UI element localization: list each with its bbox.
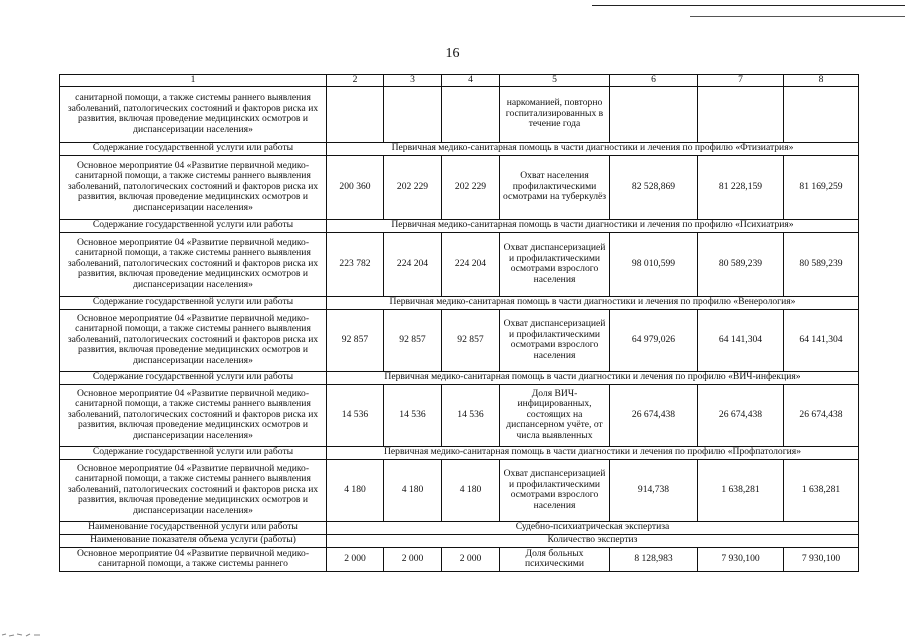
table-row	[60, 232, 859, 296]
activity-description: Основное мероприятие 04 «Развитие первичной медико-санитарной помощи, а также системы раннего	[60, 547, 327, 571]
empty-cell	[610, 86, 698, 142]
empty-cell	[784, 86, 859, 142]
value-cell: 2 000	[327, 547, 384, 571]
section-label: Содержание государственной услуги или работы	[60, 296, 327, 309]
service-name-label: Наименование государственной услуги или работы	[60, 521, 327, 534]
value-cell: 202 229	[442, 155, 500, 219]
section-label: Содержание государственной услуги или работы	[60, 219, 327, 232]
page-number: 16	[445, 46, 460, 61]
indicator-name-value: Количество экспертиз	[327, 534, 859, 547]
value-cell: 2 000	[442, 547, 500, 571]
table-row	[60, 155, 859, 219]
indicator-description: наркоманией, повторно госпитализированных в течение года	[500, 86, 610, 142]
value-cell: 224 204	[442, 232, 500, 296]
scan-mark	[0, 627, 50, 640]
header-row	[60, 75, 859, 87]
amount-cell: 64 141,304	[698, 309, 784, 371]
section-row	[60, 142, 859, 155]
amount-cell: 80 589,239	[698, 232, 784, 296]
activity-description: Основное мероприятие 04 «Развитие первичной медико-санитарной помощи, а также системы раннего выявления заболеваний, патологических состояний и факторов риска их развития, включая проведение медицинских осмотров и диспансеризации населения»	[60, 384, 327, 446]
value-cell: 2 000	[384, 547, 442, 571]
header-cell: 2	[327, 75, 384, 87]
table-row	[60, 384, 859, 446]
header-cell: 5	[500, 75, 610, 87]
indicator-description: Охват диспансеризацией и профилактическими осмотрами взрослого населения	[500, 232, 610, 296]
amount-cell: 64 979,026	[610, 309, 698, 371]
top-rule-short	[690, 16, 905, 17]
empty-cell	[442, 86, 500, 142]
amount-cell: 1 638,281	[698, 459, 784, 521]
activity-description: Основное мероприятие 04 «Развитие первичной медико-санитарной помощи, а также системы раннего выявления заболеваний, патологических состояний и факторов риска их развития, включая проведение медицинских осмотров и диспансеризации населения»	[60, 309, 327, 371]
budget-table	[59, 74, 859, 572]
indicator-description: Охват диспансеризацией и профилактическими осмотрами взрослого населения	[500, 459, 610, 521]
continuation-row	[60, 86, 859, 142]
section-value: Первичная медико-санитарная помощь в части диагностики и лечения по профилю «Профпатология»	[327, 446, 859, 459]
value-cell: 14 536	[442, 384, 500, 446]
section-row	[60, 296, 859, 309]
activity-description: Основное мероприятие 04 «Развитие первичной медико-санитарной помощи, а также системы раннего выявления заболеваний, патологических состояний и факторов риска их развития, включая проведение медицинских осмотров и диспансеризации населения»	[60, 155, 327, 219]
amount-cell: 26 674,438	[784, 384, 859, 446]
table-row	[60, 547, 859, 571]
amount-cell: 914,738	[610, 459, 698, 521]
value-cell: 224 204	[384, 232, 442, 296]
header-cell: 6	[610, 75, 698, 87]
table-row	[60, 459, 859, 521]
value-cell: 4 180	[442, 459, 500, 521]
indicator-description: Охват населения профилактическими осмотрами на туберкулёз	[500, 155, 610, 219]
value-cell: 92 857	[384, 309, 442, 371]
section-row	[60, 219, 859, 232]
service-name-row	[60, 521, 859, 534]
header-cell: 3	[384, 75, 442, 87]
value-cell: 4 180	[327, 459, 384, 521]
value-cell: 4 180	[384, 459, 442, 521]
amount-cell: 1 638,281	[784, 459, 859, 521]
indicator-description: Охват диспансеризацией и профилактическими осмотрами взрослого населения	[500, 309, 610, 371]
activity-description: санитарной помощи, а также системы раннего выявления заболеваний, патологических состояний и факторов риска их развития, включая проведение медицинских осмотров и диспансеризации населения»	[60, 86, 327, 142]
section-value: Первичная медико-санитарная помощь в части диагностики и лечения по профилю «Психиатрия»	[327, 219, 859, 232]
section-label: Содержание государственной услуги или работы	[60, 142, 327, 155]
indicator-name-label: Наименование показателя объема услуги (работы)	[60, 534, 327, 547]
amount-cell: 98 010,599	[610, 232, 698, 296]
value-cell: 202 229	[384, 155, 442, 219]
amount-cell: 64 141,304	[784, 309, 859, 371]
section-value: Первичная медико-санитарная помощь в части диагностики и лечения по профилю «Фтизиатрия»	[327, 142, 859, 155]
amount-cell: 26 674,438	[698, 384, 784, 446]
amount-cell: 7 930,100	[784, 547, 859, 571]
service-name-value: Судебно-психиатрическая экспертиза	[327, 521, 859, 534]
section-row	[60, 446, 859, 459]
section-value: Первичная медико-санитарная помощь в части диагностики и лечения по профилю «ВИЧ-инфекция»	[327, 371, 859, 384]
top-rule	[592, 5, 905, 6]
indicator-description: Доля ВИЧ-инфицированных, состоящих на диспансерном учёте, от числа выявленных	[500, 384, 610, 446]
empty-cell	[384, 86, 442, 142]
amount-cell: 82 528,869	[610, 155, 698, 219]
indicator-description: Доля больных психическими	[500, 547, 610, 571]
section-label: Содержание государственной услуги или работы	[60, 371, 327, 384]
value-cell: 14 536	[327, 384, 384, 446]
value-cell: 200 360	[327, 155, 384, 219]
header-cell: 4	[442, 75, 500, 87]
value-cell: 92 857	[327, 309, 384, 371]
section-value: Первичная медико-санитарная помощь в части диагностики и лечения по профилю «Венерология»	[327, 296, 859, 309]
header-cell: 7	[698, 75, 784, 87]
section-label: Содержание государственной услуги или работы	[60, 446, 327, 459]
indicator-name-row	[60, 534, 859, 547]
amount-cell: 81 169,259	[784, 155, 859, 219]
empty-cell	[327, 86, 384, 142]
amount-cell: 7 930,100	[698, 547, 784, 571]
value-cell: 92 857	[442, 309, 500, 371]
activity-description: Основное мероприятие 04 «Развитие первичной медико-санитарной помощи, а также системы раннего выявления заболеваний, патологических состояний и факторов риска их развития, включая проведение медицинских осмотров и диспансеризации населения»	[60, 459, 327, 521]
amount-cell: 8 128,983	[610, 547, 698, 571]
amount-cell: 26 674,438	[610, 384, 698, 446]
header-cell: 1	[60, 75, 327, 87]
table-row	[60, 309, 859, 371]
activity-description: Основное мероприятие 04 «Развитие первичной медико-санитарной помощи, а также системы раннего выявления заболеваний, патологических состояний и факторов риска их развития, включая проведение медицинских осмотров и диспансеризации населения»	[60, 232, 327, 296]
empty-cell	[698, 86, 784, 142]
amount-cell: 81 228,159	[698, 155, 784, 219]
amount-cell: 80 589,239	[784, 232, 859, 296]
header-cell: 8	[784, 75, 859, 87]
value-cell: 223 782	[327, 232, 384, 296]
section-row	[60, 371, 859, 384]
value-cell: 14 536	[384, 384, 442, 446]
